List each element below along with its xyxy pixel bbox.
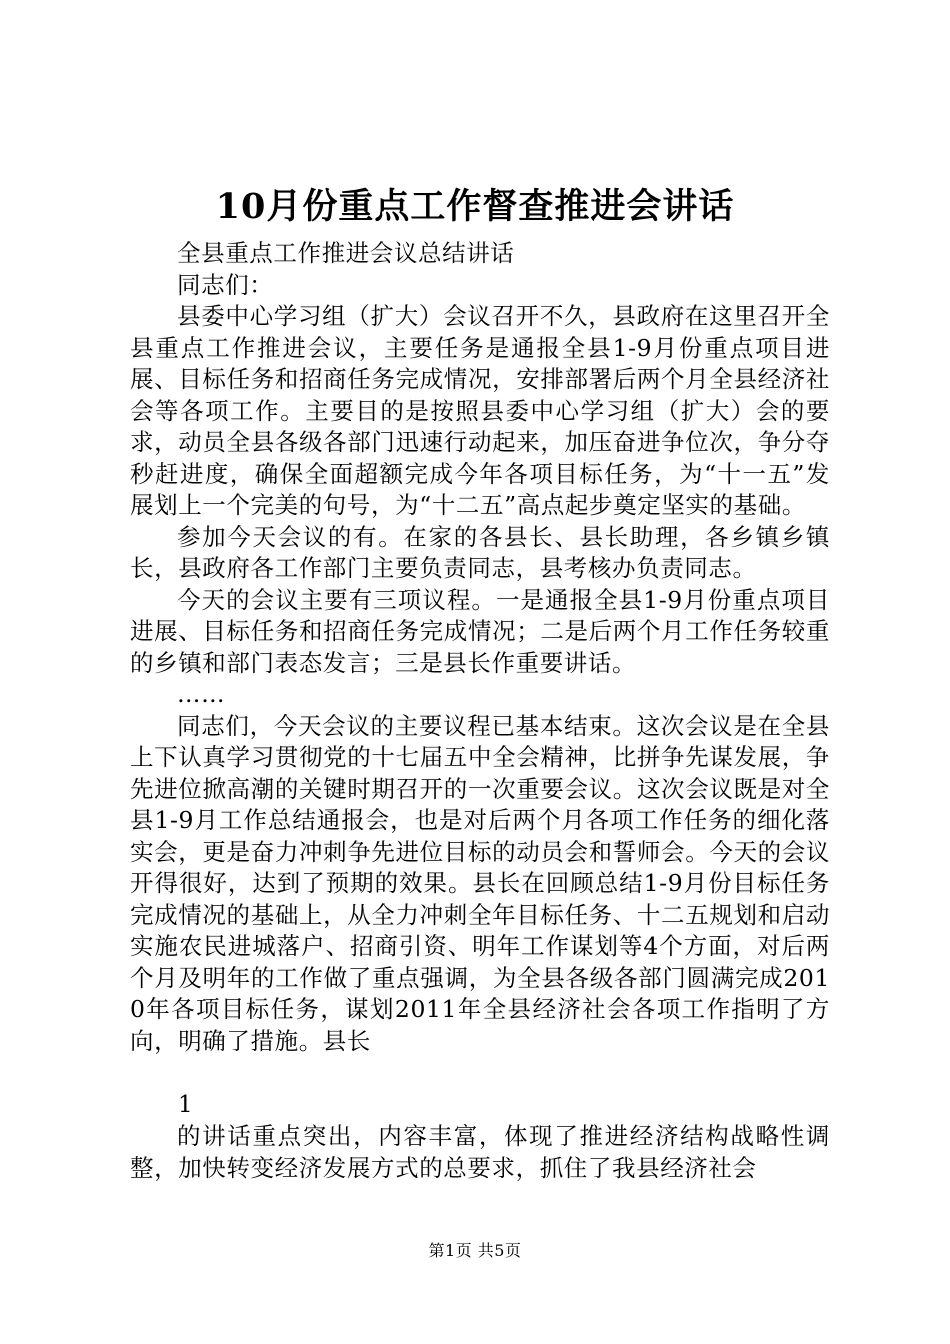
paragraph: 参加今天会议的有。在家的各县长、县长助理，各乡镇乡镇长，县政府各工作部门主要负责同志，县考核办负责同志。 [130,522,830,582]
paragraph: 今天的会议主要有三项议程。一是通报全县1-9月份重点项目进展、目标任务和招商任务完成情况；二是后两个月工作任务较重的乡镇和部门表态发言；三是县长作重要讲话。 [130,585,830,677]
paragraph-salutation: 同志们： [177,270,274,299]
paragraph: 同志们，今天会议的主要议程已基本结束。这次会议是在全县上下认真学习贯彻党的十七届五中全会精神，比拼争先谋发展，争先进位掀高潮的关键时期召开的一次重要会议。这次会议既是对全县1-9月工作总结通报会，也是对后两个月各项工作任务的细化落实会，更是奋力冲刺争先进位目标的动员会和誓师会。今天的会议开得很好，达到了预期的效果。县长在回顾总结1-9月份目标任务完成情况的基础上，从全力冲刺全年目标任务、十二五规划和启动实施农民进城落户、招商引资、明年工作谋划等4个方面，对后两个月及明年的工作做了重点强调，为全县各级各部门圆满完成2010年各项目标任务，谋划2011年全县经济社会各项工作指明了方向，明确了措施。县长 [130,711,830,1055]
paragraph: 县委中心学习组（扩大）会议召开不久，县政府在这里召开全县重点工作推进会议，主要任务是通报全县1-9月份重点项目进展、目标任务和招商任务完成情况，安排部署后两个月全县经济社会等各项工作。主要目的是按照县委中心学习组（扩大）会的要求，动员全县各级各部门迅速行动起来，加压奋进争位次，争分夺秒赶进度，确保全面超额完成今年各项目标任务，为“十一五”发展划上一个完美的句号，为“十二五”高点起步奠定坚实的基础。 [130,302,830,519]
paragraph-subtitle: 全县重点工作推进会议总结讲话 [177,239,515,267]
paragraph-ellipsis: …… [177,680,226,708]
document-body-continued [130,1121,830,1184]
page-marker: 1 [178,1092,193,1118]
document-title: 10月份重点工作督查推进会讲话 [215,186,735,227]
paragraph-continuation: 的讲话重点突出，内容丰富，体现了推进经济结构战略性调整，加快转变经济发展方式的总要求，抓住了我县经济社会 [130,1122,830,1182]
page-footer: 第1页 共5页 [428,1241,522,1260]
document-body [130,238,830,1057]
